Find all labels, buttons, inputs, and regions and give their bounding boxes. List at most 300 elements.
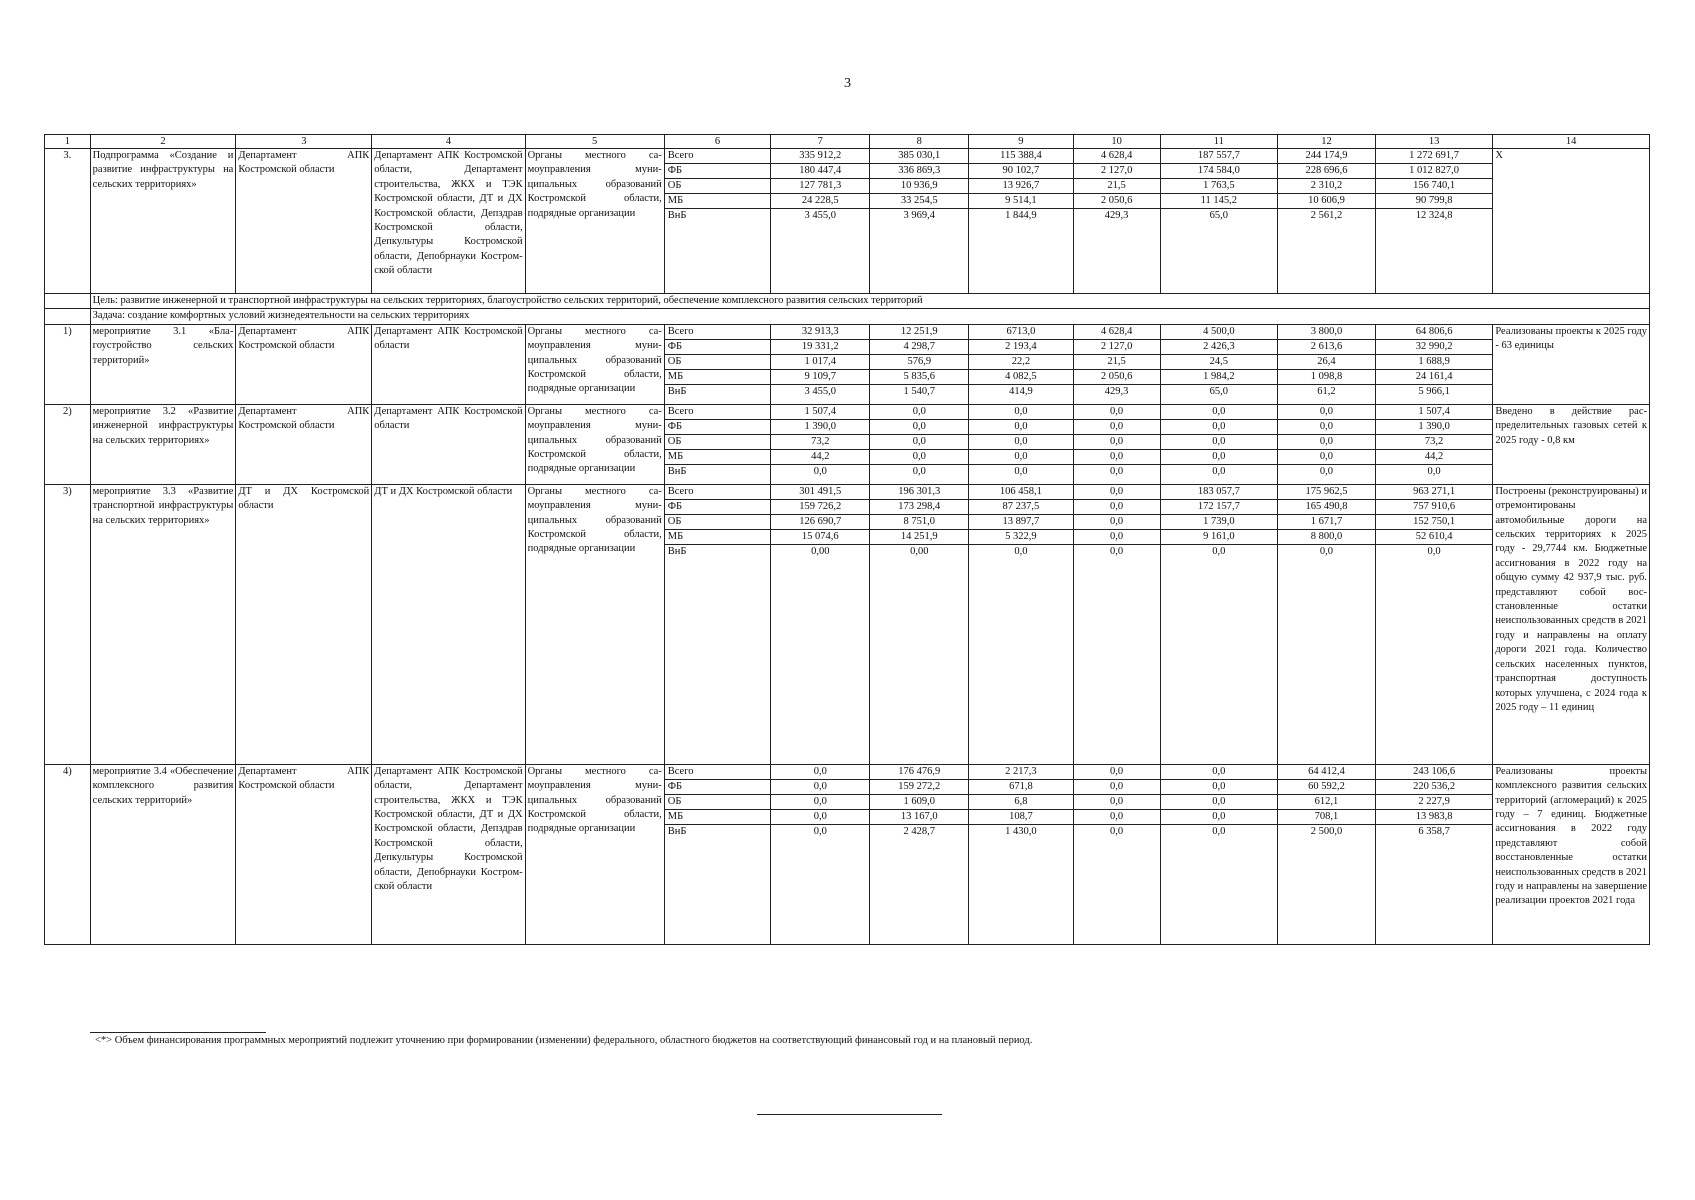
funding-value: 24 228,5: [771, 194, 869, 209]
funding-value: 5 322,9: [969, 529, 1072, 544]
funding-value: 1 272 691,7: [1376, 149, 1492, 164]
funding-value: 3 455,0: [804, 210, 837, 221]
funding-value: 64 412,4: [1278, 765, 1375, 780]
funding-source-label: ВнБ: [667, 545, 687, 557]
funding-values-c7: [771, 484, 870, 764]
funding-value: 9 514,1: [969, 194, 1072, 209]
responsible-executor: Департамент АПК Костромской области: [236, 324, 372, 404]
funding-value: 0,0: [771, 765, 869, 780]
funding-value: 0,0: [969, 434, 1072, 449]
funding-value: 2 310,2: [1278, 179, 1375, 194]
column-number: 11: [1160, 135, 1277, 149]
funding-value: 10 606,9: [1278, 194, 1375, 209]
funding-value: 156 740,1: [1376, 179, 1492, 194]
funding-value: 3 969,4: [903, 210, 935, 221]
column-number: 4: [372, 135, 525, 149]
funding-value: 2 227,9: [1376, 794, 1492, 809]
column-numbers-row: [45, 135, 1650, 149]
participants: Органы местного самоуправления муниципальных образований Костромской области, подрядные организации: [525, 149, 664, 294]
funding-value: 1 430,0: [1005, 825, 1037, 837]
funding-values-c9: [969, 324, 1073, 404]
funding-sources: [664, 484, 771, 764]
funding-values-c7: [771, 404, 870, 484]
funding-source-label: ФБ: [665, 419, 771, 434]
funding-value: 33 254,5: [870, 194, 968, 209]
funding-value: 576,9: [870, 354, 968, 369]
funding-value: 1 390,0: [771, 419, 869, 434]
funding-value: 2 426,3: [1161, 339, 1277, 354]
funding-value: 0,0: [1319, 545, 1334, 557]
funding-value: 106 458,1: [969, 485, 1072, 500]
funding-value: 1 017,4: [771, 354, 869, 369]
funding-value: 0,0: [1278, 405, 1375, 420]
funding-source-label: МБ: [665, 369, 771, 384]
funding-value: 13 926,7: [969, 179, 1072, 194]
funding-values-c10: [1073, 404, 1160, 484]
funding-values-c13: [1375, 149, 1492, 294]
funding-source-label: ВнБ: [667, 385, 687, 397]
funding-value: 1 507,4: [771, 405, 869, 420]
funding-values-c12: [1278, 404, 1376, 484]
end-rule: [757, 1114, 942, 1115]
funding-value: 0,0: [912, 465, 926, 477]
funding-value: 0,0: [1427, 545, 1441, 557]
funding-value: 1 609,0: [870, 794, 968, 809]
funding-value: 0,0: [1161, 794, 1277, 809]
funding-value: 0,0: [1014, 465, 1028, 477]
funding-value: 13 897,7: [969, 514, 1072, 529]
funding-value: 12 324,8: [1415, 210, 1453, 221]
funding-value: 0,0: [1074, 514, 1160, 529]
funding-values-c9: [969, 484, 1073, 764]
funding-value: 12 251,9: [870, 325, 968, 340]
funding-value: 2 127,0: [1074, 339, 1160, 354]
column-number: 12: [1278, 135, 1376, 149]
responsible-executor: ДТ и ДХ Костромской области: [236, 484, 372, 764]
funding-value: 3 455,0: [804, 385, 837, 397]
funding-values-c13: [1375, 404, 1492, 484]
funding-source-label: ФБ: [665, 499, 771, 514]
funding-source-label: ФБ: [665, 339, 771, 354]
funding-source-label: ВнБ: [667, 825, 687, 837]
funding-values-c11: [1160, 404, 1277, 484]
funding-values-c8: [870, 324, 969, 404]
program-table: [44, 134, 1650, 945]
funding-value: 60 592,2: [1278, 779, 1375, 794]
funding-value: 64 806,6: [1376, 325, 1492, 340]
funding-source-label: ФБ: [665, 779, 771, 794]
funding-values-c7: [771, 324, 870, 404]
funding-value: 0,0: [1014, 545, 1028, 557]
funding-value: 26,4: [1278, 354, 1375, 369]
funding-value: 220 536,2: [1376, 779, 1492, 794]
funding-values-c9: [969, 764, 1073, 944]
funding-source-label: Всего: [665, 149, 771, 164]
funding-value: 15 074,6: [771, 529, 869, 544]
funding-source-label: ОБ: [665, 514, 771, 529]
funding-value: 173 298,4: [870, 499, 968, 514]
funding-source-label: Всего: [665, 405, 771, 420]
funding-value: 0,0: [1074, 499, 1160, 514]
funding-source-label: Всего: [665, 485, 771, 500]
funding-value: 708,1: [1278, 809, 1375, 824]
column-number: 6: [664, 135, 771, 149]
funding-value: 0,0: [771, 809, 869, 824]
measure-row: [45, 764, 1650, 944]
funding-value: 4 500,0: [1161, 325, 1277, 340]
funding-value: 0,0: [1212, 545, 1226, 557]
participants: Органы местного самоуправления муниципальных образований Костромской области, подрядные организации: [525, 324, 664, 404]
funding-value: 2 613,6: [1278, 339, 1375, 354]
funding-values-c8: [870, 404, 969, 484]
funding-source-label: ОБ: [665, 354, 771, 369]
column-number: 14: [1493, 135, 1650, 149]
funding-value: 335 912,2: [771, 149, 869, 164]
funding-source-label: ФБ: [665, 164, 771, 179]
funding-value: 0,00: [910, 545, 929, 557]
funding-value: 3 800,0: [1278, 325, 1375, 340]
co-executors: ДТ и ДХ Костромской области: [372, 484, 525, 764]
funding-value: 126 690,7: [771, 514, 869, 529]
funding-value: 0,0: [1074, 449, 1160, 464]
funding-sources: [664, 764, 771, 944]
funding-source-label: МБ: [665, 529, 771, 544]
funding-source-label: МБ: [665, 809, 771, 824]
funding-value: 1 507,4: [1376, 405, 1492, 420]
funding-value: 0,0: [969, 419, 1072, 434]
funding-value: 10 936,9: [870, 179, 968, 194]
column-number: 9: [969, 135, 1073, 149]
row-number: 2): [45, 404, 91, 484]
measure-name: Подпрограмма «Создание и развитие инфраструктуры на сельских территориях»: [90, 149, 236, 294]
funding-value: 0,0: [1161, 779, 1277, 794]
funding-value: 24,5: [1161, 354, 1277, 369]
funding-value: 5 966,1: [1418, 385, 1450, 397]
funding-value: 1 844,9: [1005, 210, 1037, 221]
funding-value: 1 688,9: [1376, 354, 1492, 369]
funding-value: 175 962,5: [1278, 485, 1375, 500]
measure-row: [45, 484, 1650, 764]
funding-values-c12: [1278, 484, 1376, 764]
row-number: 3): [45, 484, 91, 764]
co-executors: Департамент АПК Костромской области, Департамент строительства, ЖКХ и ТЭК Костромской области, ДТ и ДХ Костромской области, Депздрав Костромской области, Депкультуры Костромской области, Депобрнауки Костромской области: [372, 764, 525, 944]
funding-values-c9: [969, 149, 1073, 294]
funding-value: 4 628,4: [1074, 325, 1160, 340]
funding-value: 0,0: [1074, 809, 1160, 824]
funding-value: 2 050,6: [1074, 369, 1160, 384]
funding-value: 32 990,2: [1376, 339, 1492, 354]
funding-value: 0,0: [870, 405, 968, 420]
funding-value: 44,2: [1376, 449, 1492, 464]
funding-value: 174 584,0: [1161, 164, 1277, 179]
subprogram-row: [45, 149, 1650, 294]
footnote-rule: [90, 1032, 266, 1033]
funding-values-c8: [870, 149, 969, 294]
funding-values-c10: [1073, 149, 1160, 294]
task-row-text: Задача: создание комфортных условий жизнедеятельности на сельских территориях: [90, 309, 1649, 324]
funding-values-c8: [870, 764, 969, 944]
co-executors: Департамент АПК Костромской области: [372, 404, 525, 484]
funding-value: 73,2: [1376, 434, 1492, 449]
funding-value: 0,00: [811, 545, 830, 557]
funding-source-label: МБ: [665, 194, 771, 209]
expected-result: Введено в действие распределительных газовых сетей к 2025 году - 0,8 км: [1493, 404, 1650, 484]
responsible-executor: Департамент АПК Костромской области: [236, 149, 372, 294]
funding-value: 0,0: [870, 449, 968, 464]
funding-value: 0,0: [1110, 465, 1124, 477]
funding-value: 2 500,0: [1310, 825, 1343, 837]
expected-result: Х: [1493, 149, 1650, 294]
funding-value: 301 491,5: [771, 485, 869, 500]
funding-value: 0,0: [1278, 419, 1375, 434]
expected-result: Реализованы проекты комплексного развития сельских территорий (агломераций) к 2025 году – 7 единиц. Бюджетные ассигнования в 2022 году представляют собой восстановленные остатки неиспользованных средств в 2021 году и направлены на завершение реализации проектов 2021 года: [1493, 764, 1650, 944]
co-executors: Департамент АПК Костромской области: [372, 324, 525, 404]
page-number: 3: [844, 76, 851, 91]
funding-value: 11 145,2: [1161, 194, 1277, 209]
funding-values-c9: [969, 404, 1073, 484]
funding-value: 4 298,7: [870, 339, 968, 354]
participants: Органы местного самоуправления муниципальных образований Костромской области, подрядные организации: [525, 764, 664, 944]
funding-value: 0,0: [1110, 825, 1124, 837]
responsible-executor: Департамент АПК Костромской области: [236, 404, 372, 484]
funding-source-label: Всего: [665, 325, 771, 340]
row-number: [45, 294, 91, 309]
funding-value: 2 561,2: [1310, 210, 1343, 221]
funding-source-label: ВнБ: [667, 210, 687, 221]
funding-value: 0,0: [870, 419, 968, 434]
row-number: 3.: [45, 149, 91, 294]
measure-name: мероприятие 3.2 «Развитие инженерной инфраструктуры на сельских территориях»: [90, 404, 236, 484]
funding-value: 963 271,1: [1376, 485, 1492, 500]
funding-value: 385 030,1: [870, 149, 968, 164]
footnote: <*> Объем финансирования программных мероприятий подлежит уточнению при формировании (изменении) федерального, областного бюджетов на соответствующий финансовый год и на плановый период.: [95, 1035, 1033, 1046]
funding-value: 2 217,3: [969, 765, 1072, 780]
funding-value: 0,0: [771, 794, 869, 809]
funding-value: 757 910,6: [1376, 499, 1492, 514]
funding-value: 4 628,4: [1074, 149, 1160, 164]
funding-source-label: Всего: [665, 765, 771, 780]
row-number: [45, 309, 91, 324]
funding-value: 0,0: [1074, 794, 1160, 809]
funding-value: 115 388,4: [969, 149, 1072, 164]
funding-values-c11: [1160, 764, 1277, 944]
funding-value: 1 012 827,0: [1376, 164, 1492, 179]
funding-value: 32 913,3: [771, 325, 869, 340]
funding-value: 0,0: [1427, 465, 1441, 477]
funding-value: 1 671,7: [1278, 514, 1375, 529]
funding-value: 19 331,2: [771, 339, 869, 354]
funding-value: 0,0: [1161, 434, 1277, 449]
funding-values-c10: [1073, 764, 1160, 944]
funding-values-c13: [1375, 484, 1492, 764]
column-number: 13: [1375, 135, 1492, 149]
measure-name: мероприятие 3.3 «Развитие транспортной инфраструктуры на сельских территориях»: [90, 484, 236, 764]
funding-source-label: ОБ: [665, 794, 771, 809]
funding-value: 1 763,5: [1161, 179, 1277, 194]
participants: Органы местного самоуправления муниципальных образований Костромской области, подрядные организации: [525, 404, 664, 484]
funding-value: 0,0: [1161, 449, 1277, 464]
column-number: 7: [771, 135, 870, 149]
funding-value: 6 358,7: [1418, 825, 1450, 837]
funding-value: 90 102,7: [969, 164, 1072, 179]
funding-value: 9 109,7: [771, 369, 869, 384]
funding-value: 8 751,0: [870, 514, 968, 529]
funding-value: 0,0: [1074, 765, 1160, 780]
funding-value: 8 800,0: [1278, 529, 1375, 544]
funding-value: 244 174,9: [1278, 149, 1375, 164]
funding-value: 87 237,5: [969, 499, 1072, 514]
funding-value: 196 301,3: [870, 485, 968, 500]
funding-value: 127 781,3: [771, 179, 869, 194]
funding-values-c7: [771, 149, 870, 294]
funding-value: 176 476,9: [870, 765, 968, 780]
funding-value: 90 799,8: [1376, 194, 1492, 209]
funding-value: 0,0: [1074, 419, 1160, 434]
funding-values-c7: [771, 764, 870, 944]
column-number: 2: [90, 135, 236, 149]
funding-value: 1 390,0: [1376, 419, 1492, 434]
funding-value: 0,0: [1074, 405, 1160, 420]
funding-value: 0,0: [1161, 405, 1277, 420]
funding-value: 243 106,6: [1376, 765, 1492, 780]
column-number: 10: [1073, 135, 1160, 149]
funding-value: 0,0: [1074, 779, 1160, 794]
funding-sources: [664, 149, 771, 294]
funding-value: 0,0: [1212, 465, 1226, 477]
funding-value: 2 127,0: [1074, 164, 1160, 179]
funding-value: 0,0: [813, 825, 827, 837]
funding-value: 4 082,5: [969, 369, 1072, 384]
funding-value: 1 984,2: [1161, 369, 1277, 384]
funding-value: 336 869,3: [870, 164, 968, 179]
funding-value: 44,2: [771, 449, 869, 464]
participants: Органы местного самоуправления муниципальных образований Костромской области, подрядные организации: [525, 484, 664, 764]
funding-values-c12: [1278, 764, 1376, 944]
responsible-executor: Департамент АПК Костромской области: [236, 764, 372, 944]
funding-value: 14 251,9: [870, 529, 968, 544]
funding-value: 0,0: [1319, 465, 1334, 477]
funding-value: 21,5: [1074, 179, 1160, 194]
column-number: 8: [870, 135, 969, 149]
funding-value: 180 447,4: [771, 164, 869, 179]
funding-values-c11: [1160, 149, 1277, 294]
funding-value: 2 193,4: [969, 339, 1072, 354]
funding-value: 1 098,8: [1278, 369, 1375, 384]
row-number: 1): [45, 324, 91, 404]
goal-row: [45, 294, 1650, 309]
funding-value: 2 050,6: [1074, 194, 1160, 209]
funding-values-c11: [1160, 484, 1277, 764]
funding-value: 612,1: [1278, 794, 1375, 809]
funding-value: 159 272,2: [870, 779, 968, 794]
funding-value: 0,0: [969, 405, 1072, 420]
funding-value: 0,0: [969, 449, 1072, 464]
funding-value: 61,2: [1317, 385, 1336, 397]
funding-value: 0,0: [1074, 529, 1160, 544]
funding-value: 0,0: [1278, 449, 1375, 464]
funding-value: 0,0: [1074, 434, 1160, 449]
column-number: 5: [525, 135, 664, 149]
funding-value: 6,8: [969, 794, 1072, 809]
measure-row: [45, 404, 1650, 484]
funding-value: 0,0: [771, 779, 869, 794]
funding-values-c10: [1073, 324, 1160, 404]
funding-value: 65,0: [1209, 210, 1228, 221]
funding-value: 172 157,7: [1161, 499, 1277, 514]
expected-result: Реализованы проекты к 2025 году - 63 единицы: [1493, 324, 1650, 404]
funding-value: 0,0: [1278, 434, 1375, 449]
funding-value: 671,8: [969, 779, 1072, 794]
funding-source-label: МБ: [665, 449, 771, 464]
funding-value: 22,2: [969, 354, 1072, 369]
funding-value: 429,3: [1104, 210, 1129, 221]
funding-value: 429,3: [1104, 385, 1129, 397]
funding-value: 13 167,0: [870, 809, 968, 824]
task-row: [45, 309, 1650, 324]
funding-value: 0,0: [1212, 825, 1226, 837]
funding-value: 183 057,7: [1161, 485, 1277, 500]
funding-value: 21,5: [1074, 354, 1160, 369]
funding-value: 0,0: [1161, 765, 1277, 780]
funding-value: 13 983,8: [1376, 809, 1492, 824]
funding-value: 9 161,0: [1161, 529, 1277, 544]
funding-sources: [664, 324, 771, 404]
funding-value: 0,0: [813, 465, 827, 477]
funding-value: 52 610,4: [1376, 529, 1492, 544]
goal-row-text: Цель: развитие инженерной и транспортной инфраструктуры на сельских территориях, благоустройство сельских территорий, обеспечение комплексного развития сельских территорий: [90, 294, 1649, 309]
funding-values-c13: [1375, 764, 1492, 944]
funding-value: 187 557,7: [1161, 149, 1277, 164]
funding-value: 6713,0: [969, 325, 1072, 340]
funding-value: 73,2: [771, 434, 869, 449]
funding-value: 1 739,0: [1161, 514, 1277, 529]
funding-value: 228 696,6: [1278, 164, 1375, 179]
row-number: 4): [45, 764, 91, 944]
co-executors: Департамент АПК Костромской области, Департамент строительства, ЖКХ и ТЭК Костромской области, ДТ и ДХ Костромской области, Депздрав Костромской области, Депкультуры Костромской области, Депобрнауки Костромской области: [372, 149, 525, 294]
funding-value: 2 428,7: [903, 825, 935, 837]
funding-value: 24 161,4: [1376, 369, 1492, 384]
funding-value: 159 726,2: [771, 499, 869, 514]
funding-value: 108,7: [969, 809, 1072, 824]
funding-values-c10: [1073, 484, 1160, 764]
funding-value: 1 540,7: [903, 385, 935, 397]
funding-values-c12: [1278, 149, 1376, 294]
expected-result: Построены (реконструированы) и отремонтированы автомобильные дороги на сельских территориях к 2025 году - 29,7744 км. Бюджетные ассигнования в 2022 году на общую сумму 42 937,9 тыс. руб. представляют собой восстановленные остатки неиспользованных средств в 2021 году и направлены на оплату дороги 2021 года. Количество сельских населенных пунктов, транспортная доступность которых улучшена, с 2024 года к 2025 году – 11 единиц: [1493, 484, 1650, 764]
funding-value: 165 490,8: [1278, 499, 1375, 514]
funding-value: 65,0: [1209, 385, 1228, 397]
measure-name: мероприятие 3.1 «Благоустройство сельских территорий»: [90, 324, 236, 404]
funding-value: 152 750,1: [1376, 514, 1492, 529]
funding-sources: [664, 404, 771, 484]
funding-value: 5 835,6: [870, 369, 968, 384]
funding-source-label: ОБ: [665, 179, 771, 194]
funding-values-c11: [1160, 324, 1277, 404]
funding-value: 0,0: [1161, 809, 1277, 824]
measure-name: мероприятие 3.4 «Обеспечение комплексного развития сельских территорий»: [90, 764, 236, 944]
funding-value: 0,0: [870, 434, 968, 449]
funding-values-c13: [1375, 324, 1492, 404]
funding-value: 0,0: [1110, 545, 1124, 557]
funding-value: 414,9: [1009, 385, 1033, 397]
column-number: 1: [45, 135, 91, 149]
funding-source-label: ВнБ: [667, 465, 687, 477]
funding-source-label: ОБ: [665, 434, 771, 449]
column-number: 3: [236, 135, 372, 149]
funding-value: 0,0: [1161, 419, 1277, 434]
funding-values-c12: [1278, 324, 1376, 404]
funding-value: 0,0: [1074, 485, 1160, 500]
funding-values-c8: [870, 484, 969, 764]
